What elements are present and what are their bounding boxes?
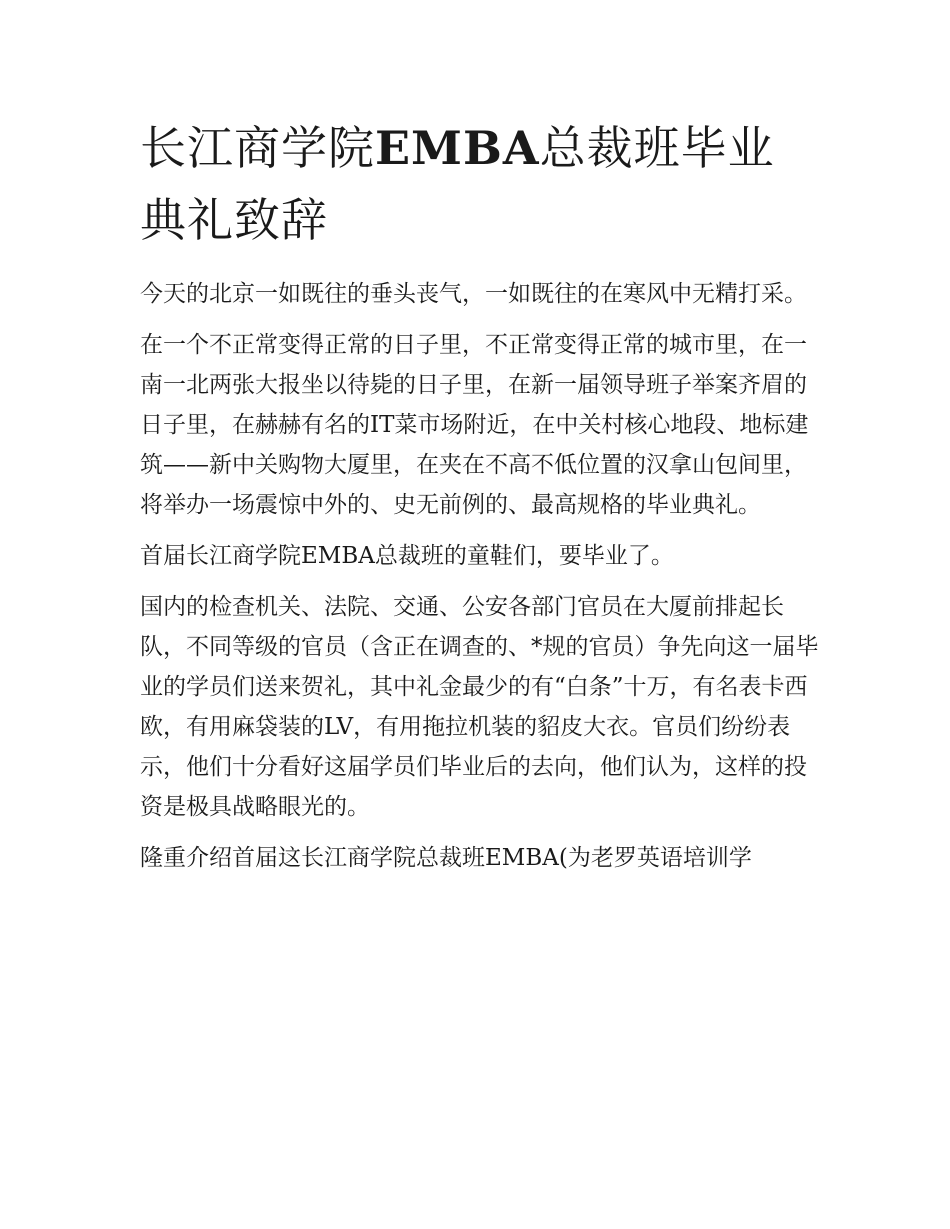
paragraph-3: 首届长江商学院EMBA总裁班的童鞋们，要毕业了。 bbox=[140, 543, 674, 569]
document-page bbox=[140, 112, 820, 889]
paragraph-1: 今天的北京一如既往的垂头丧气，一如既往的在寒风中无精打采。 bbox=[140, 281, 807, 307]
document-title bbox=[140, 112, 820, 256]
title-text-after: 总裁班毕业典礼致辞 bbox=[140, 121, 775, 247]
paragraph-4: 国内的检查机关、法院、交通、公安各部门官员在大厦前排起长队，不同等级的官员（含正在调查的、*规的官员）争先向这一届毕业的学员们送来贺礼，其中礼金最少的有“白条”十万，有名表卡西欧，有用麻袋装的LV，有用拖拉机装的貂皮大衣。官员们纷纷表示，他们十分看好这届学员们毕业后的去向，他们认为，这样的投资是极具战略眼光的。 bbox=[140, 594, 819, 820]
paragraph-2: 在一个不正常变得正常的日子里，不正常变得正常的城市里，在一南一北两张大报坐以待毙的日子里，在新一届领导班子举案齐眉的日子里，在赫赫有名的IT菜市场附近，在中关村核心地段、地标建筑——新中关购物大厦里，在夹在不高不低位置的汉拿山包间里，将举办一场震惊中外的、史无前例的、最高规格的毕业典礼。 bbox=[140, 332, 809, 518]
title-text-latin: EMBA bbox=[375, 121, 540, 175]
title-text-before: 长江商学院 bbox=[140, 121, 375, 175]
paragraph-5: 隆重介绍首届这长江商学院总裁班EMBA(为老罗英语培训学 bbox=[140, 845, 752, 871]
